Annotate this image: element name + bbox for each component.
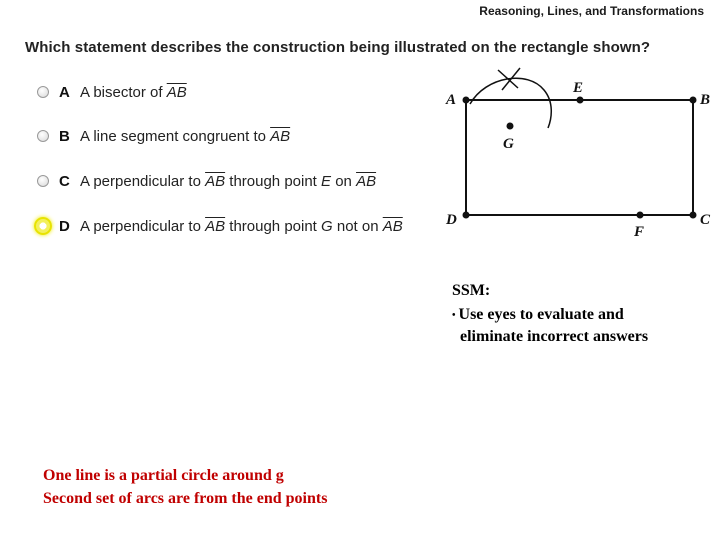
radio-d-selected[interactable] [34,217,52,235]
point-e [577,97,584,104]
ssm-bullet-line2: eliminate incorrect answers [460,327,649,345]
point-f [637,212,644,219]
option-text: A bisector of $\overline{AB}$ [80,83,187,101]
ssm-bullet-line1: Use eyes to evaluate and [458,306,624,323]
bullet-mark: • [452,309,456,321]
option-c[interactable] [34,167,454,195]
point-b [690,97,697,104]
option-text: A perpendicular to $\overline{AB}$ through point E on $\overline{AB}$ [80,172,377,190]
label-e: E [573,80,584,96]
label-a: A [446,92,457,108]
question-text: Which statement describes the construction being illustrated on the rectangle shown? [25,39,651,56]
option-letter: C [59,172,70,190]
ssm-box [452,282,692,347]
label-d: D [446,212,457,228]
option-text: A perpendicular to $\overline{AB}$ through point G not on $\overline{AB}$ [80,217,403,235]
ssm-bullet [452,304,692,347]
option-a[interactable] [34,78,457,108]
option-b[interactable] [34,122,454,150]
radio-b[interactable] [37,130,49,142]
rectangle-construction-figure [440,60,720,250]
construction-arc [470,78,551,128]
ssm-title: SSM: [452,282,491,299]
radio-c[interactable] [37,175,49,187]
slide-header: Reasoning, Lines, and Transformations [479,4,704,18]
arc-mark-1 [498,70,518,88]
point-c [690,212,697,219]
label-f: F [634,224,645,240]
option-text: A line segment congruent to $\overline{AB}$ [80,127,291,145]
label-g: G [503,136,514,152]
point-d [463,212,470,219]
teacher-note [43,464,327,510]
option-letter: B [59,127,70,145]
option-letter: D [59,217,70,235]
point-a [463,97,470,104]
point-g [507,123,514,130]
label-b: B [700,92,711,108]
note-line-2: Second set of arcs are from the end points [43,490,328,507]
option-letter: A [59,83,70,101]
note-line-1: One line is a partial circle around g [43,467,284,484]
radio-a[interactable] [37,86,49,98]
label-c: C [700,212,711,228]
option-d[interactable] [34,212,454,240]
